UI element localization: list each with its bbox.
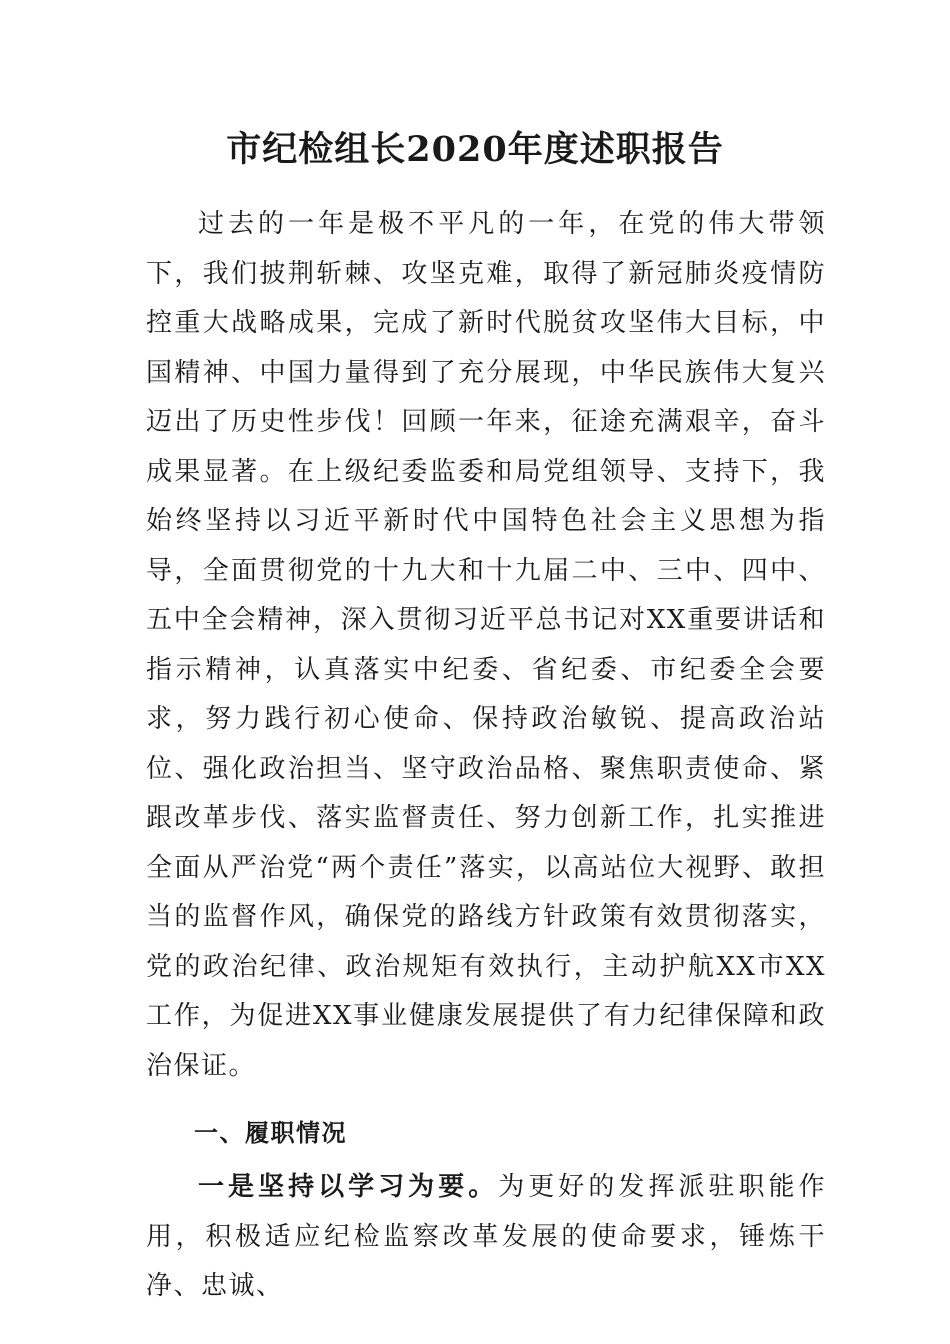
section-paragraph: [146, 1163, 826, 1312]
document-body: [146, 200, 826, 1312]
document-title: 市纪检组长2020年度述职报告: [226, 129, 724, 170]
section-text: 为更好的发挥派驻职能作用，积极适应纪检监察改革发展的使命要求，锤炼干净、忠诚、: [146, 1172, 826, 1301]
section-heading: 一、履职情况: [194, 1119, 347, 1147]
section-lead: 一是坚持以学习为要。: [198, 1172, 499, 1202]
intro-paragraph: 过去的一年是极不平凡的一年，在党的伟大带领下，我们披荆斩棘、攻坚克难，取得了新冠肺炎疫情防控重大战略成果，完成了新时代脱贫攻坚伟大目标，中国精神、中国力量得到了充分展现，中华民族伟大复兴迈出了历史性步伐！回顾一年来，征途充满艰辛，奋斗成果显著。在上级纪委监委和局党组领导、支持下，我始终坚持以习近平新时代中国特色社会主义思想为指导，全面贯彻党的十九大和十九届二中、三中、四中、五中全会精神，深入贯彻习近平总书记对XX重要讲话和指示精神，认真落实中纪委、省纪委、市纪委全会要求，努力践行初心使命、保持政治敏锐、提高政治站位、强化政治担当、坚守政治品格、聚焦职责使命、紧跟改革步伐、落实监督责任、努力创新工作，扎实推进全面从严治党“两个责任”落实，以高站位大视野、敢担当的监督作风，确保党的路线方针政策有效贯彻落实，党的政治纪律、政治规矩有效执行，主动护航XX市XX工作，为促进XX事业健康发展提供了有力纪律保障和政治保证。: [146, 209, 826, 1081]
